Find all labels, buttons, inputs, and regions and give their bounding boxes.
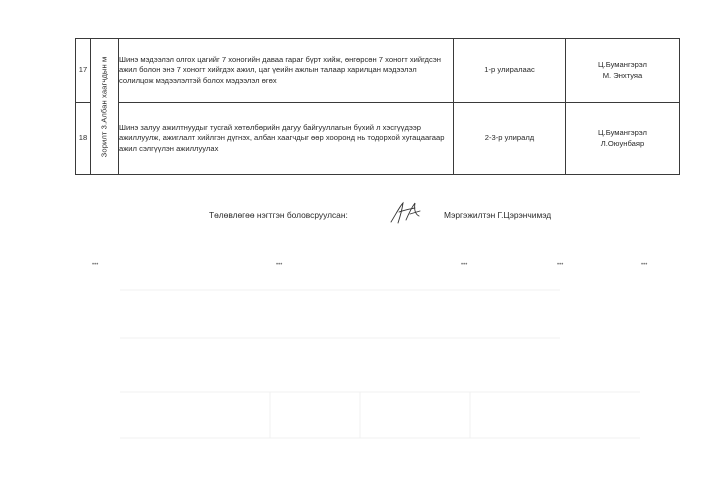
responsible-person: М. Энхтуяа [602,70,643,80]
row-number: 18 [76,103,91,175]
scan-mark: ••• [641,262,648,268]
responsible [566,103,680,175]
timeframe: 1-р улиралаас [454,39,566,103]
row-number: 17 [76,39,91,103]
plan-table [75,38,680,175]
table-row [76,103,680,175]
goal-label: Зорилт 3.Албан хаагчдын м [99,56,109,157]
timeframe: 2-3-р улиралд [454,103,566,175]
responsible-person: Л.Оюунбаяр [600,138,645,148]
activity-description: Шинэ залуу ажилтнуудыг тусгай хөтөлбөрийн дагуу байгууллагын бүхий л хэсгүүдээр ажиллуулж, ажиглалт хийлгэн дүгнэх, албан хаагчдыг өөр хооронд нь тодорхой хугацаагаар ажил сэлгүүлэн ажиллуулах [119,103,454,175]
table-row [76,39,680,103]
responsible-person: Ц.Бумангэрэл [598,59,647,69]
responsible-person: Ц.Бумангэрэл [598,127,647,137]
signature-label: Төлөвлөгөө нэгтгэн боловсруулсан: [209,210,348,220]
goal-cell [91,39,119,175]
scan-mark: ••• [461,262,468,268]
scan-mark: ••• [276,262,283,268]
scan-mark: ••• [557,262,564,268]
scan-mark: ••• [92,262,99,268]
signature-line [0,208,711,232]
approver-name: Мэргэжилтэн Г.Цэрэнчимэд [444,210,552,220]
activity-description: Шинэ мэдээлэл олгох цагийг 7 хоногийн даваа гараг бүрт хийж, өнгөрсөн 7 хоногт хийгдсэн ажил болон энэ 7 хоногт хийгдэх ажил, цаг үеийн ажлын талаар харилцан мэдээлэл солилцож мэдээлэлтэй болох мэдээлэл өгөх [119,39,454,103]
responsible [566,39,680,103]
handwritten-signature [388,200,422,226]
